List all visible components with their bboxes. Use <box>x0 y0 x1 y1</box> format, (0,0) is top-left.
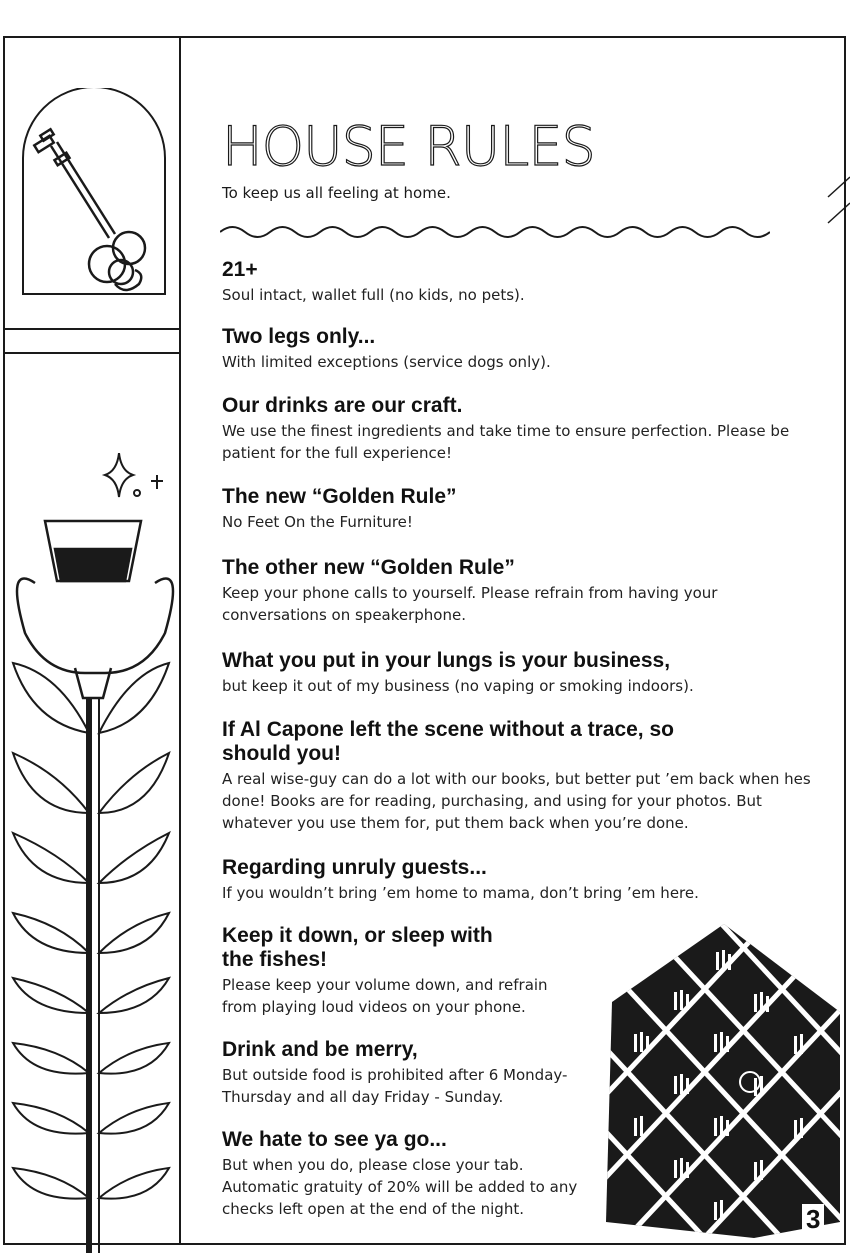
wave-divider <box>220 222 770 242</box>
rule-body: Soul intact, wallet full (no kids, no pets). <box>222 286 525 304</box>
rule-item <box>222 485 822 533</box>
flower-glass-icon <box>5 453 179 1253</box>
rule-item <box>222 1038 592 1108</box>
rule-body: A real wise-guy can do a lot with our books, but better put ’em back when hes done! Books are for reading, purchasing, and using for your photos. But whatever you use them for, put them back when you’re done. <box>222 770 811 832</box>
sparkle-icon <box>105 453 163 497</box>
rule-body: But when you do, please close your tab. Automatic gratuity of 20% will be added to any checks left open at the end of the night. <box>222 1156 578 1218</box>
rule-item <box>222 325 822 373</box>
rule-item <box>222 556 762 626</box>
rule-body: We use the finest ingredients and take time to ensure perfection. Please be patient for the full experience! <box>222 422 790 462</box>
rule-body: Keep your phone calls to yourself. Please refrain from having your conversations on speakerphone. <box>222 584 718 624</box>
rule-heading: The new “Golden Rule” <box>222 485 457 508</box>
sidebar-rule-bottom <box>5 352 179 354</box>
bookshelf-illustration <box>604 922 844 1240</box>
rule-heading: If Al Capone left the scene without a trace, so should you! <box>222 718 674 765</box>
rule-item <box>222 718 817 834</box>
corner-decoration <box>826 175 850 225</box>
rule-heading: What you put in your lungs is your business, <box>222 649 671 672</box>
page-number: 3 <box>802 1204 824 1234</box>
rule-item <box>222 649 822 697</box>
rule-body: But outside food is prohibited after 6 Monday-Thursday and all day Friday - Sunday. <box>222 1066 568 1106</box>
rule-item <box>222 258 822 306</box>
rule-heading: The other new “Golden Rule” <box>222 556 515 579</box>
rule-item <box>222 856 822 904</box>
rule-heading: Drink and be merry, <box>222 1038 418 1061</box>
rule-body: If you wouldn’t bring ’em home to mama, don’t bring ’em here. <box>222 884 699 902</box>
rule-item <box>222 1128 582 1220</box>
rule-heading: We hate to see ya go... <box>222 1128 447 1151</box>
key-icon <box>21 88 167 296</box>
rule-heading: Two legs only... <box>222 325 376 348</box>
rule-body: Please keep your volume down, and refrain from playing loud videos on your phone. <box>222 976 548 1016</box>
sidebar-divider <box>179 38 181 1243</box>
rule-heading: Our drinks are our craft. <box>222 394 463 417</box>
rule-body: No Feet On the Furniture! <box>222 513 413 531</box>
page-subtitle: To keep us all feeling at home. <box>222 184 451 202</box>
rule-heading: Keep it down, or sleep with the fishes! <box>222 924 493 971</box>
rule-body: but keep it out of my business (no vaping or smoking indoors). <box>222 677 694 695</box>
sidebar-rule-top <box>5 328 179 330</box>
rule-heading: 21+ <box>222 258 258 281</box>
rule-heading: Regarding unruly guests... <box>222 856 487 879</box>
page-title: HOUSE RULES <box>222 115 595 178</box>
rule-body: With limited exceptions (service dogs only). <box>222 353 551 371</box>
rule-item <box>222 924 572 1018</box>
rule-item <box>222 394 802 464</box>
